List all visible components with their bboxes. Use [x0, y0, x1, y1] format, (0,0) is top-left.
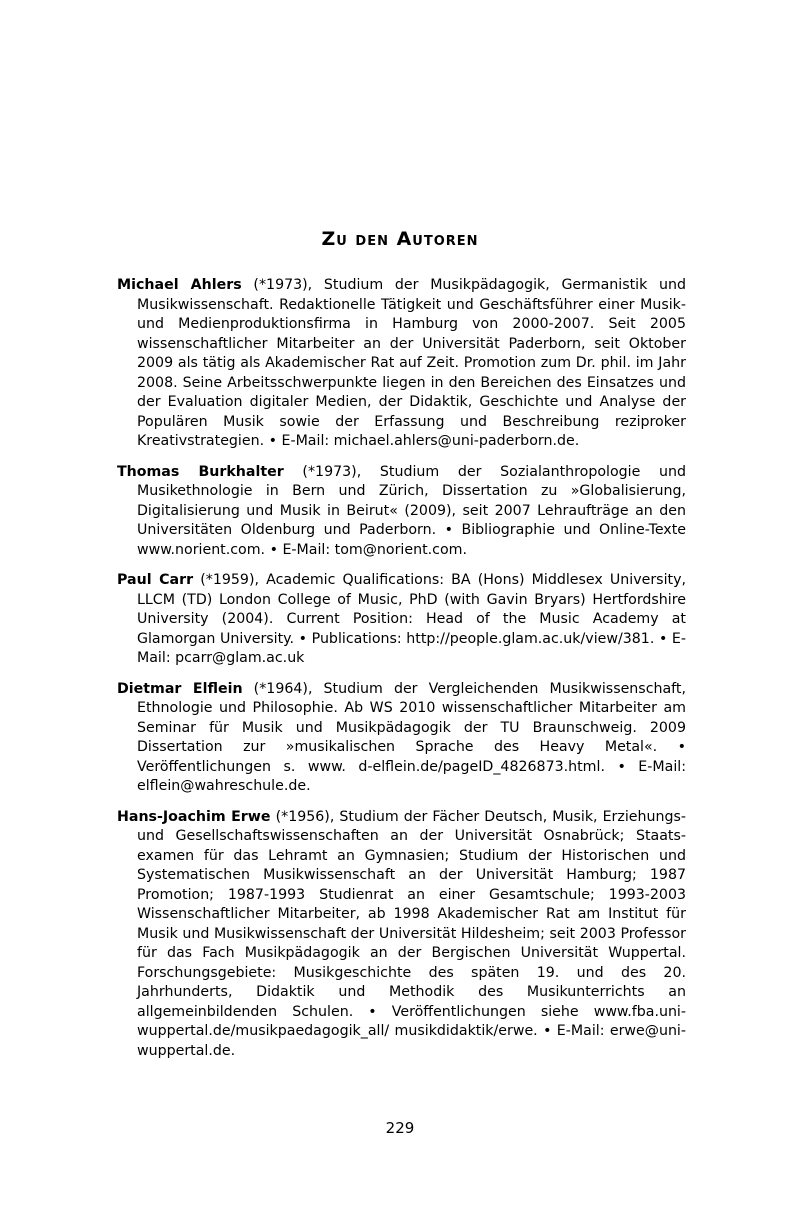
author-entry [117, 276, 686, 452]
author-name: Michael Ahlers [117, 277, 242, 293]
author-entry [117, 680, 686, 797]
author-bio: (*1973), Studium der Sozialanthropologie und Musikethnologie in Bern und Zürich, Dissertation zu »Globalisierung, Digitalisierung und Musik in Beirut« (2009), seit 2007 Lehraufträge an den Universitäten Oldenburg und Paderborn. • Bibliographie und Online-Texte www.norient.com. • E-Mail: tom@norient.com. [137, 463, 686, 558]
author-name: Dietmar Elflein [117, 680, 243, 697]
author-list [117, 276, 686, 1072]
page-title: Zu den Autoren [321, 228, 479, 250]
page-number: 229 [385, 1119, 415, 1137]
author-bio: (*1956), Studium der Fächer Deutsch, Musik, Erziehungs- und Gesellschaftswissenschaften an der Universität Osnabrück; Staatsexamen für das Lehramt an Gymnasien; Studium der Historischen und Systematischen Musikwissenschaft an der Universität Hamburg; 1987 Promotion; 1987-1993 Studienrat an einer Gesamtschule; 1993-2003 Wissenschaftlicher Mitarbeiter, ab 1998 Akademischer Rat am Institut für Musik und Musikwissenschaft der Universität Hildesheim; seit 2003 Professor für das Fach Musikpädagogik an der Bergischen Universität Wuppertal. Forschungsgebiete: Musikgeschichte des späten 19. und des 20. Jahrhunderts, Didaktik und Methodik des Musikunterrichts an allgemeinbildenden Schulen. • Veröffentlichungen siehe www.fba.uni-wuppertal.de/musikpaedagogik_all/ musikdidaktik/erwe. • E-Mail: erwe@uni-wuppertal.de. [137, 808, 686, 1059]
author-name: Hans-Joachim Erwe [117, 808, 271, 825]
author-name: Thomas Burkhalter [117, 463, 284, 480]
author-bio: (*1973), Studium der Musikpädagogik, Germanistik und Musikwissenschaft. Redaktionelle Tätigkeit und Geschäftsführer einer Musik- und Medienproduktionsfirma in Hamburg von 2000-2007. Seit 2005 wissenschaftlicher Mitarbeiter an der Universität Paderborn, seit Oktober 2009 als tätig als Akademischer Rat auf Zeit. Promotion zum Dr. phil. im Jahr 2008. Seine Arbeitsschwerpunkte liegen in den Bereichen des Einsatzes und der Evaluation digitaler Medien, der Didaktik, Geschichte und Analyse der Populären Musik sowie der Erfassung und Beschreibung reziproker Kreativstrategien. • E-Mail: michael.ahlers@uni-paderborn.de. [137, 277, 687, 449]
author-name: Paul Carr [117, 572, 194, 588]
author-bio: (*1959), Academic Qualifications: BA (Hons) Middlesex University, LLCM (TD) London College of Music, PhD (with Gavin Bryars) Hertfordshire University (2004). Current Position: Head of the Music Academy at Glamorgan University. • Publications: http://people.glam.ac.uk/view/381. • E-Mail: pcarr@glam.ac.uk [137, 572, 686, 666]
author-entry [117, 808, 686, 1062]
author-entry [117, 571, 686, 669]
author-entry [117, 463, 686, 561]
author-bio: (*1964), Studium der Vergleichenden Musikwissenschaft, Ethnologie und Philosophie. Ab WS 2010 wissenschaftlicher Mitarbeiter am Seminar für Musik und Musikpädagogik der TU Braunschweig. 2009 Dissertation zur »musikalischen Sprache des Heavy Metal«. • Veröffentlichungen s. www. d-elflein.de/pageID_4826873.html. • E-Mail: elflein@wahreschule.de. [137, 680, 686, 794]
